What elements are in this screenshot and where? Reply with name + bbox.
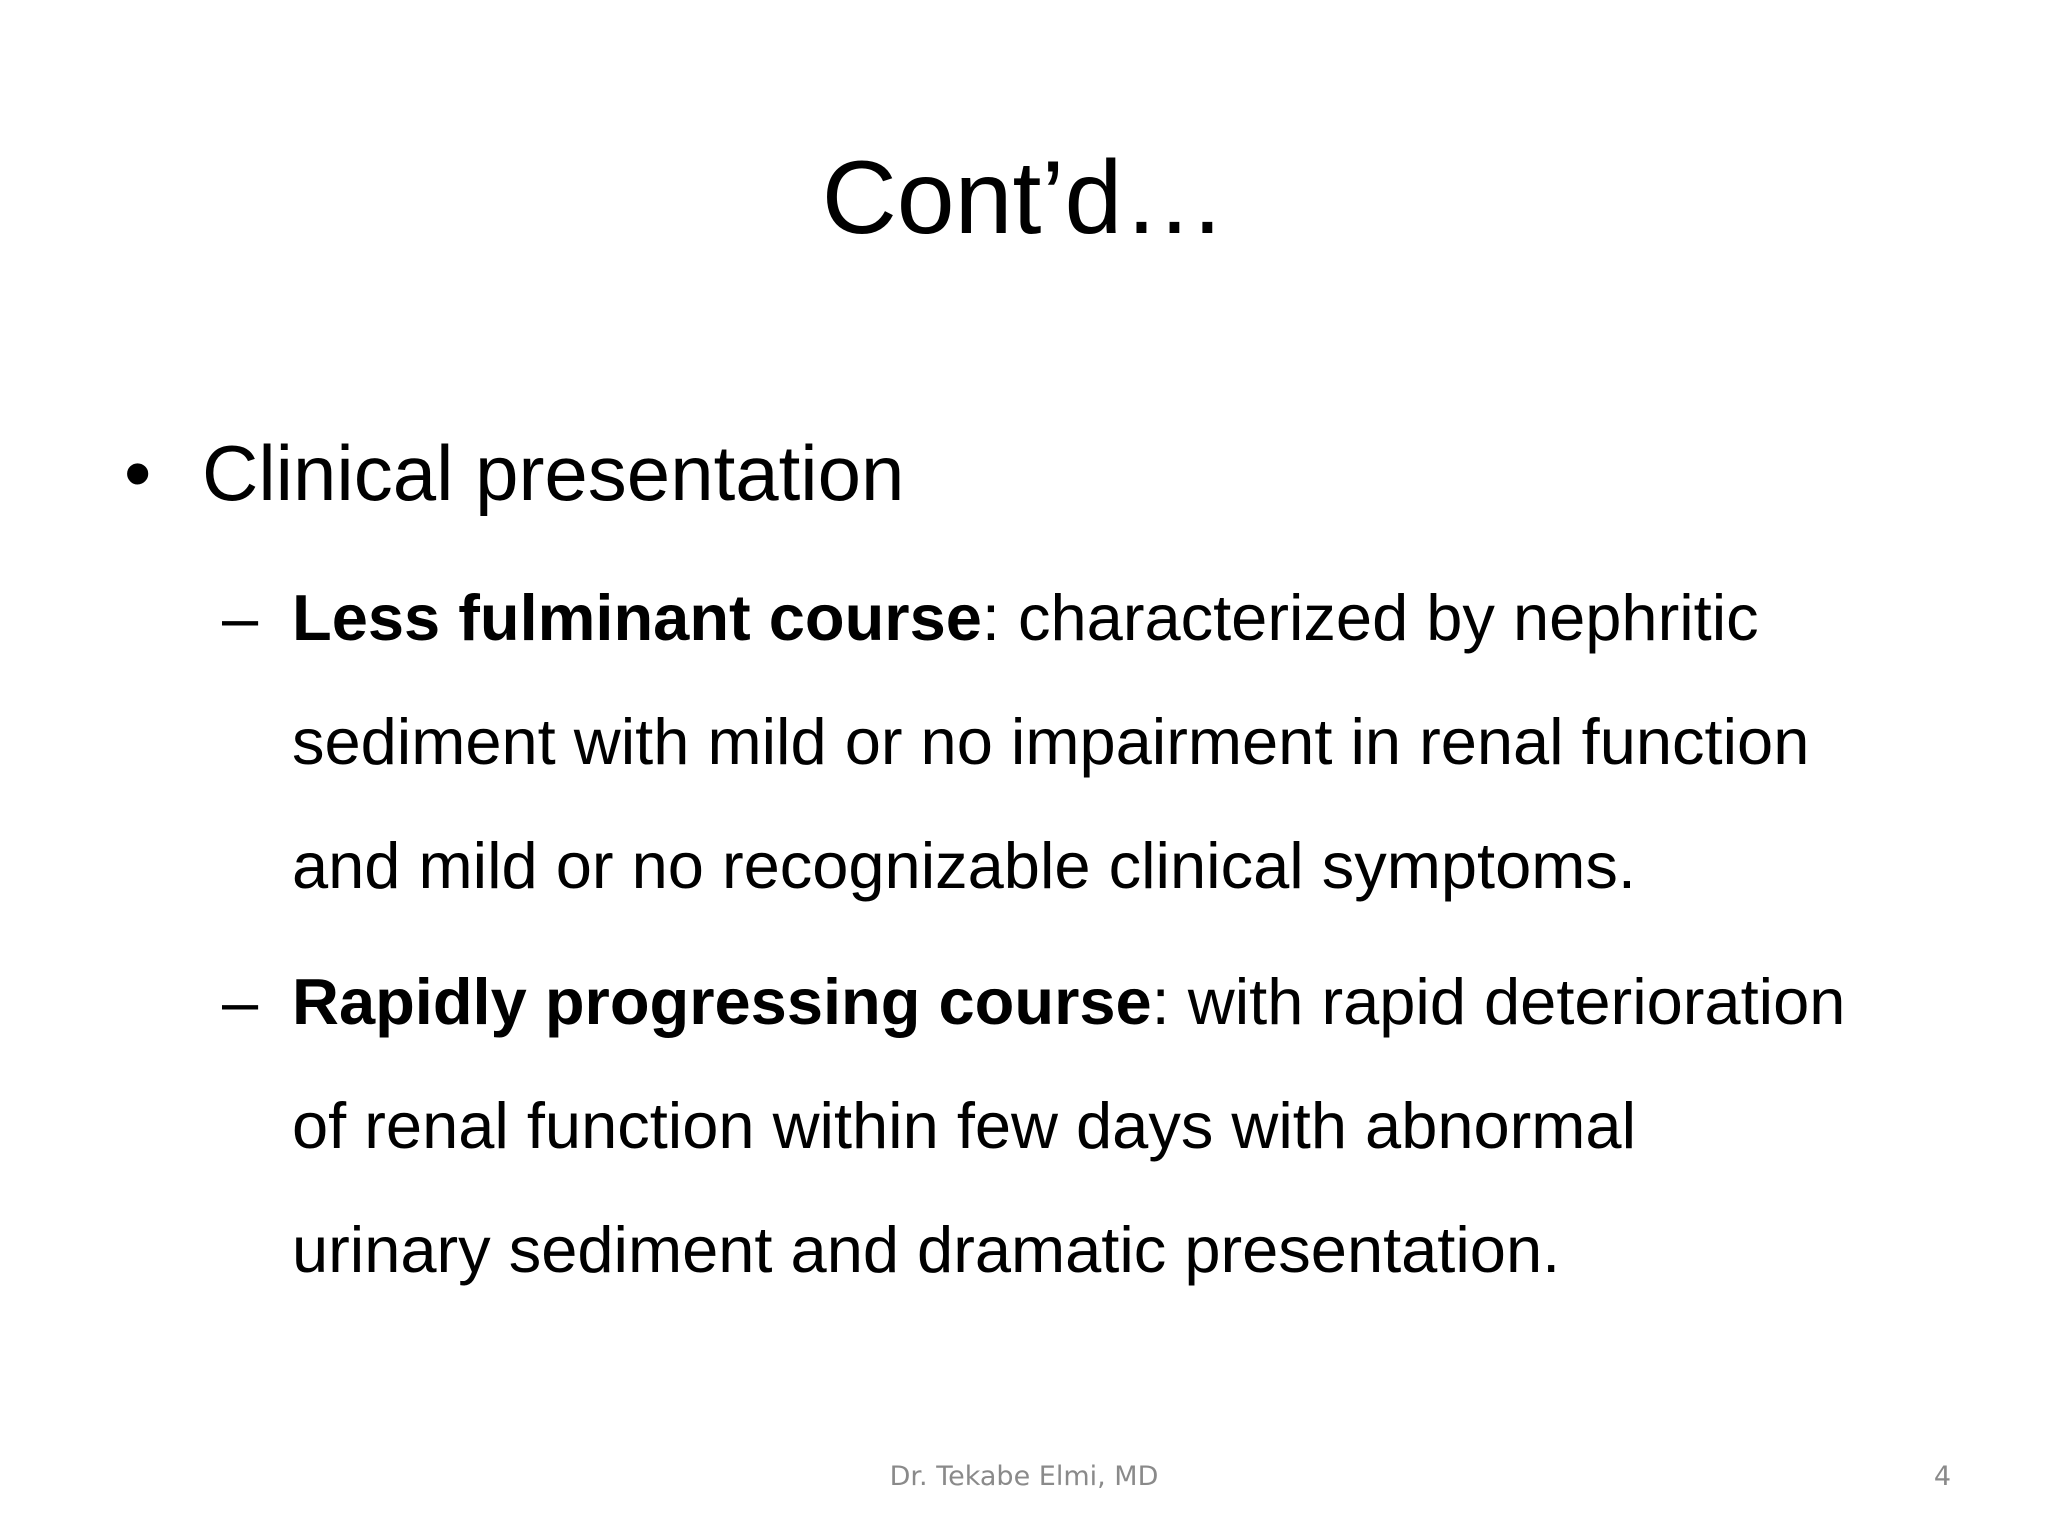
bullet-text: Clinical presentation xyxy=(202,429,905,517)
sub-item-line: and mild or no recognizable clinical symptoms. xyxy=(292,829,1636,902)
sub-item-line xyxy=(292,556,2012,680)
sub-item-first-line-rest: : characterized by nephritic xyxy=(981,581,1759,654)
bullet-marker: • xyxy=(124,429,152,517)
sub-item-body xyxy=(292,940,2012,1312)
dash-marker: – xyxy=(222,965,259,1038)
sub-item-bold-term: Rapidly progressing course xyxy=(292,965,1152,1038)
dash-marker: – xyxy=(222,581,259,654)
slide-footer: Dr. Tekabe Elmi, MD xyxy=(889,1461,1159,1492)
sub-item-body xyxy=(292,556,2012,928)
sub-item-first-line-rest: : with rapid deterioration xyxy=(1151,965,1846,1038)
sub-item-line: sediment with mild or no impairment in renal function xyxy=(292,705,1810,778)
slide-title: Cont’d… xyxy=(821,140,1227,256)
sub-item-bold-term: Less fulminant course xyxy=(292,581,982,654)
page-number: 4 xyxy=(1933,1461,1951,1492)
sub-item-line: urinary sediment and dramatic presentation. xyxy=(292,1213,1561,1286)
sub-item-line xyxy=(292,940,2012,1064)
sub-item-line: of renal function within few days with abnormal xyxy=(292,1089,1637,1162)
